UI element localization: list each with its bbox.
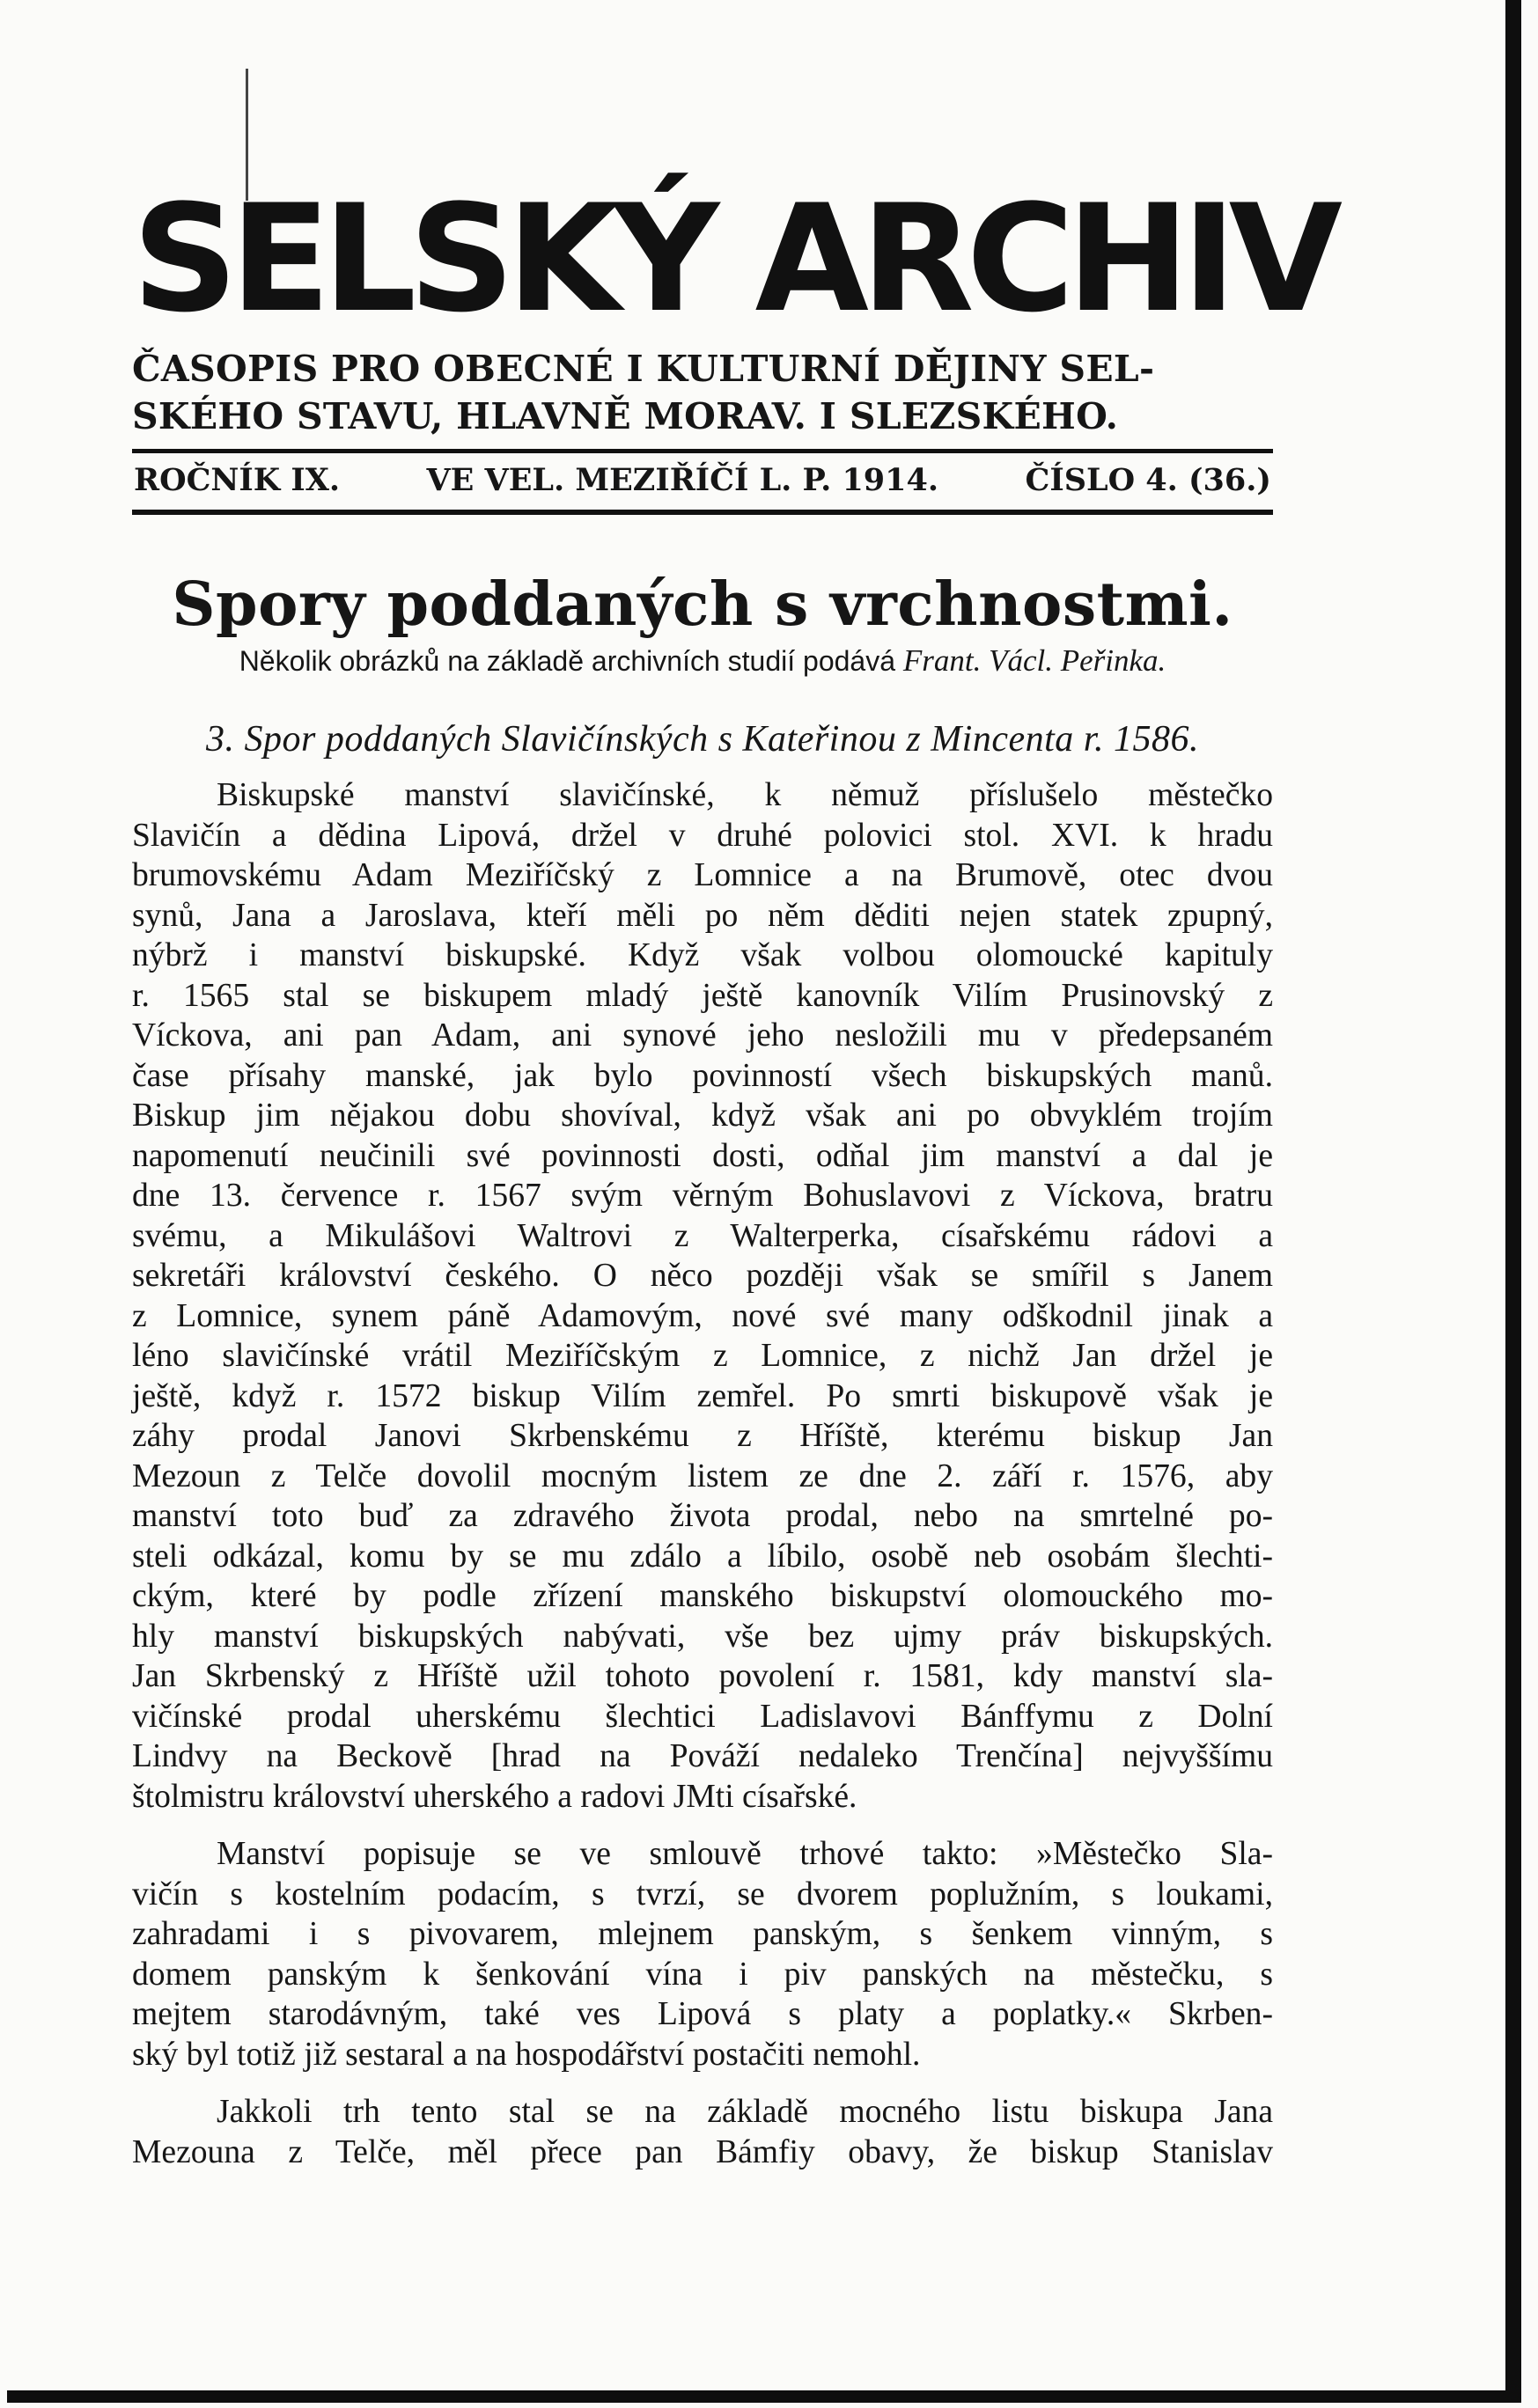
- subtitle-line-1: ČASOPIS PRO OBECNÉ I KULTURNÍ DĚJINY SEL-: [132, 348, 1155, 390]
- text-line: synů, Jana a Jaroslava, kteří měli po něm děditi nejen statek zpupný,: [132, 897, 1273, 934]
- text-line: Manství popisuje se ve smlouvě trhové takto: »Městečko Sla-: [217, 1836, 1273, 1872]
- text-line: svému, a Mikulášovi Waltrovi z Walterperka, císařskému rádovi a: [132, 1217, 1273, 1254]
- paragraph-2: [132, 1834, 1273, 2074]
- masthead-title: SELSKÝ ARCHIV: [132, 173, 1336, 345]
- text-line: sekretáři království českého. O něco později však se smířil s Janem: [132, 1258, 1273, 1294]
- byline-author: Frant. Václ. Peřinka.: [902, 643, 1166, 678]
- text-line: dne 13. července r. 1567 svým věrným Bohuslavovi z Víckova, bratru: [132, 1178, 1273, 1214]
- text-line: r. 1565 stal se biskupem mladý ještě kanovník Vilím Prusinovský z: [132, 977, 1273, 1014]
- text-line: Jakkoli trh tento stal se na základě mocného listu biskupa Jana: [217, 2094, 1273, 2130]
- text-line: štolmistru království uherského a radovi JMti císařské.: [132, 1778, 857, 1815]
- text-line: Mezouna z Telče, měl přece pan Bámfiy obavy, že biskup Stanislav: [132, 2133, 1273, 2170]
- text-line: nýbrž i manství biskupské. Když však volbou olomoucké kapituly: [132, 937, 1273, 973]
- text-line: z Lomnice, synem páně Adamovým, nové své many odškodnil jinak a: [132, 1297, 1273, 1334]
- page-content: [132, 173, 1336, 2172]
- text-line: hly manství biskupských nabývati, vše bez ujmy práv biskupských.: [132, 1618, 1273, 1655]
- text-line: vičínské prodal uherskému šlechtici Ladislavovi Bánffymu z Dolní: [132, 1698, 1273, 1735]
- issue-line: [132, 453, 1273, 508]
- text-line: ckým, které by podle zřízení manského biskupství olomouckého mo-: [132, 1578, 1273, 1614]
- text-line: zahradami i s pivovarem, mlejnem panským, s šenkem vinným, s: [132, 1916, 1273, 1952]
- paragraph-3: [132, 2092, 1273, 2172]
- masthead-subtitle: [132, 345, 1273, 440]
- text-line: ještě, když r. 1572 biskup Vilím zemřel. Po smrti biskupově však je: [132, 1377, 1273, 1414]
- text-line: napomenutí neučinili své povinnosti dosti, odňal jim manství a dal je: [132, 1137, 1273, 1174]
- text-line: mejtem starodávným, také ves Lipová s platy a poplatky.« Skrben-: [132, 1996, 1273, 2032]
- text-line: manství toto buď za zdravého života prodal, nebo na smrtelné po-: [132, 1498, 1273, 1534]
- text-line: ský byl totiž již sestaral a na hospodářství postačiti nemohl.: [132, 2036, 921, 2073]
- text-line: Biskupské manství slavičínské, k němuž příslušelo městečko: [217, 777, 1273, 813]
- masthead-rule-bottom: [132, 510, 1273, 515]
- text-line: čase přísahy manské, jak bylo povinností všech biskupských manů.: [132, 1057, 1273, 1094]
- text-line: Mezoun z Telče dovolil mocným listem ze dne 2. září r. 1576, aby: [132, 1457, 1273, 1494]
- byline-text: Několik obrázků na základě archivních studií podává: [239, 645, 895, 677]
- text-line: Víckova, ani pan Adam, ani synové jeho nesložili mu v předepsaném: [132, 1017, 1273, 1054]
- text-line: Jan Skrbenský z Hříště užil tohoto povolení r. 1581, kdy manství sla-: [132, 1658, 1273, 1694]
- text-line: steli odkázal, komu by se mu zdálo a líbilo, osobě neb osobám šlechti-: [132, 1538, 1273, 1575]
- text-line: Lindvy na Beckově [hrad na Pováží nedaleko Trenčína] nejvyššímu: [132, 1738, 1273, 1774]
- paragraph-1: [132, 775, 1273, 1817]
- article-title: Spory poddaných s vrchnostmi.: [172, 569, 1233, 640]
- text-line: záhy prodal Janovi Skrbenskému z Hříště, kterému biskup Jan: [132, 1418, 1273, 1454]
- text-line: léno slavičínské vrátil Meziříčským z Lomnice, z nichž Jan držel je: [132, 1338, 1273, 1374]
- text-line: brumovskému Adam Meziříčský z Lomnice a na Brumově, otec dvou: [132, 857, 1273, 893]
- text-line: Biskup jim nějakou dobu shovíval, když však ani po obvyklém trojím: [132, 1098, 1273, 1134]
- text-line: Slavičín a dědina Lipová, držel v druhé polovici stol. XVI. k hradu: [132, 817, 1273, 854]
- subtitle-line-2: SKÉHO STAVU, HLAVNĚ MORAV. I SLEZSKÉHO.: [132, 395, 1119, 437]
- place-year-label: VE VEL. MEZIŘÍČÍ L. P. 1914.: [426, 462, 939, 498]
- volume-label: ROČNÍK IX.: [134, 462, 341, 498]
- issue-number: ČÍSLO 4. (36.): [1025, 462, 1271, 498]
- text-line: domem panským k šenkování vína i piv panských na městečku, s: [132, 1956, 1273, 1993]
- section-heading: 3. Spor poddaných Slavičínských s Kateřinou z Mincenta r. 1586.: [205, 719, 1199, 760]
- text-line: vičín s kostelním podacím, s tvrzí, se dvorem poplužním, s loukami,: [132, 1876, 1273, 1912]
- byline: [132, 642, 1273, 680]
